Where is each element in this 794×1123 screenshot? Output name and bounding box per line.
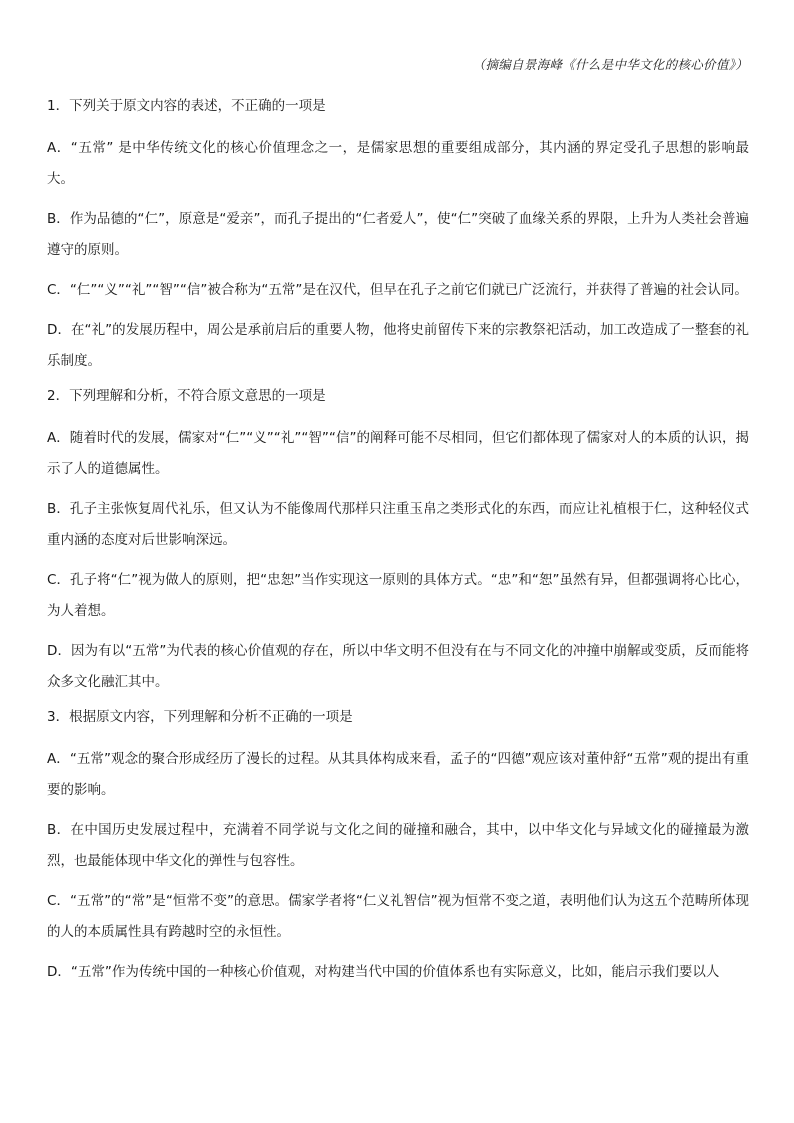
question-stem: 3．根据原文内容，下列理解和分析不正确的一项是 bbox=[47, 709, 353, 725]
option-c: C．“五常”的“常”是“恒常不变”的意思。儒家学者将“仁义礼智信”视为恒常不变之道，表明他们认为这五个范畴所体现的人的本质属性具有跨越时空的永恒性。 bbox=[47, 893, 749, 940]
option-b: B．孔子主张恢复周代礼乐，但又认为不能像周代那样只注重玉帛之类形式化的东西，而应让礼植根于仁，这种轻仪式重内涵的态度对后世影响深远。 bbox=[47, 501, 749, 548]
source-citation: （摘编自景海峰《什么是中华文化的核心价值》） bbox=[472, 57, 748, 72]
option-c: C．孔子将“仁”视为做人的原则，把“忠恕”当作实现这一原则的具体方式。“忠”和“恕”虽然有异，但都强调将心比心，为人着想。 bbox=[47, 572, 749, 619]
option-d: D．因为有以“五常”为代表的核心价值观的存在，所以中华文明不但没有在与不同文化的冲撞中崩解或变质，反而能将众多文化融汇其中。 bbox=[47, 643, 749, 690]
option-b: B．在中国历史发展过程中，充满着不同学说与文化之间的碰撞和融合，其中，以中华文化与异域文化的碰撞最为激烈，也最能体现中华文化的弹性与包容性。 bbox=[47, 822, 749, 869]
question-stem: 2．下列理解和分析，不符合原文意思的一项是 bbox=[47, 388, 326, 404]
option-d: D．在“礼”的发展历程中，周公是承前启后的重要人物，他将史前留传下来的宗教祭祀活动，加工改造成了一整套的礼乐制度。 bbox=[47, 322, 749, 369]
question-stem: 1．下列关于原文内容的表述，不正确的一项是 bbox=[47, 98, 326, 114]
option-a: A．“五常”观念的聚合形成经历了漫长的过程。从其具体构成来看，孟子的“四德”观应该对董仲舒“五常”观的提出有重要的影响。 bbox=[47, 751, 749, 798]
question-list bbox=[47, 96, 749, 997]
option-a: A．“五常” 是中华传统文化的核心价值理念之一，是儒家思想的重要组成部分，其内涵的界定受孔子思想的影响最大。 bbox=[47, 140, 749, 187]
option-c: C．“仁”“义”“礼”“智”“信”被合称为“五常”是在汉代，但早在孔子之前它们就已广泛流行，并获得了普遍的社会认同。 bbox=[47, 282, 748, 298]
option-a: A．随着时代的发展，儒家对“仁”“义”“礼”“智”“信”的阐释可能不尽相同，但它们都体现了儒家对人的本质的认识，揭示了人的道德属性。 bbox=[47, 430, 749, 477]
option-b: B．作为品德的“仁”，原意是“爱亲”，而孔子提出的“仁者爱人”，使“仁”突破了血缘关系的界限，上升为人类社会普遍遵守的原则。 bbox=[47, 211, 749, 258]
option-d: D．“五常”作为传统中国的一种核心价值观，对构建当代中国的价值体系也有实际意义，比如，能启示我们要以人 bbox=[47, 964, 720, 980]
